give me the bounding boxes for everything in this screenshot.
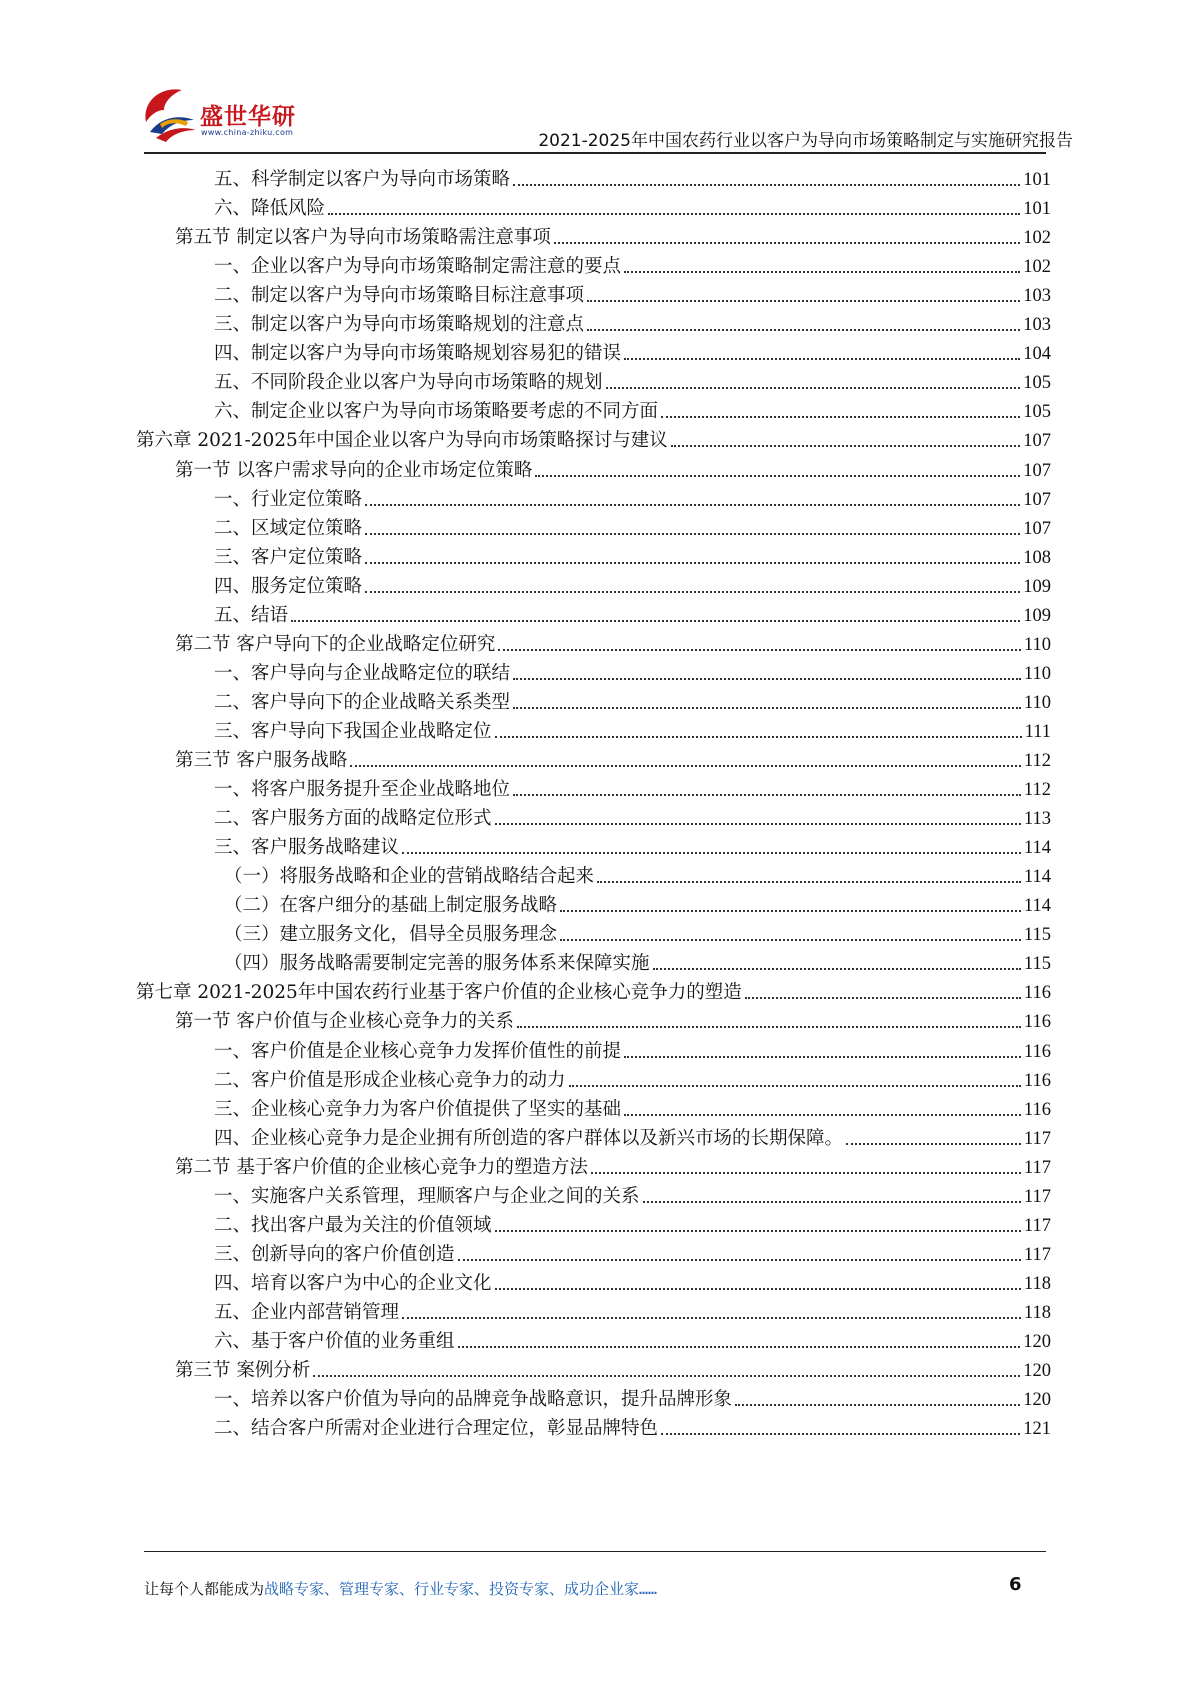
toc-leader-dots (313, 1375, 1020, 1377)
toc-entry[interactable] (214, 800, 1051, 830)
toc-entry-title: （四）服务战略需要制定完善的服务体系来保障实施 (224, 953, 650, 975)
toc-entry-page: 116 (1023, 1070, 1051, 1091)
logo-name: 盛世华研 (200, 104, 296, 130)
toc-leader-dots (365, 533, 1020, 535)
toc-leader-dots (554, 242, 1020, 244)
toc-leader-dots (661, 1433, 1020, 1435)
toc-entry-page: 118 (1023, 1273, 1051, 1294)
toc-entry-page: 120 (1023, 1361, 1051, 1382)
toc-leader-dots (735, 1404, 1020, 1406)
toc-entry-page: 107 (1023, 518, 1051, 539)
toc-entry-page: 107 (1023, 460, 1051, 481)
toc-entry-title: 二、客户导向下的企业战略关系类型 (214, 691, 511, 713)
toc-entry-title: 第七章 2021-2025年中国农药行业基于客户价值的企业核心竞争力的塑造 (136, 982, 742, 1004)
toc-leader-dots (624, 271, 1020, 273)
toc-entry[interactable] (224, 858, 1051, 888)
toc-leader-dots (458, 1346, 1021, 1348)
toc-entry-title: 五、企业内部营销管理 (214, 1301, 400, 1323)
toc-entry-title: 五、不同阶段企业以客户为导向市场策略的规划 (214, 372, 603, 394)
toc-entry-title: 第六章 2021-2025年中国企业以客户为导向市场策略探讨与建议 (136, 430, 668, 452)
toc-entry-title: 四、培育以客户为中心的企业文化 (214, 1272, 492, 1294)
toc-entry-title: 二、找出客户最为关注的价值领域 (214, 1214, 492, 1236)
toc-leader-dots (495, 736, 1022, 738)
toc-entry-title: 二、结合客户所需对企业进行合理定位，彰显品牌特色 (214, 1418, 659, 1440)
toc-entry-title: 五、结语 (214, 604, 289, 626)
toc-entry-title: 三、客户服务战略建议 (214, 837, 400, 859)
toc-entry-title: 四、企业核心竞争力是企业拥有所创造的客户群体以及新兴市场的长期保障。 (214, 1127, 844, 1149)
toc-entry[interactable] (214, 1265, 1051, 1295)
toc-entry-page: 117 (1023, 1186, 1051, 1207)
toc-entry-page: 102 (1023, 228, 1051, 249)
toc-entry-page: 118 (1023, 1302, 1051, 1323)
toc-leader-dots (624, 1056, 1021, 1058)
toc-entry[interactable] (214, 364, 1051, 394)
toc-entry-page: 105 (1023, 402, 1051, 423)
toc-entry-title: 第二节 基于客户价值的企业核心竞争力的塑造方法 (175, 1156, 588, 1178)
toc-leader-dots (350, 765, 1021, 767)
toc-leader-dots (597, 881, 1021, 883)
toc-entry-title: 二、区域定位策略 (214, 517, 363, 539)
toc-leader-dots (458, 1259, 1021, 1261)
toc-leader-dots (365, 562, 1020, 564)
toc-entry-title: 二、制定以客户为导向市场策略目标注意事项 (214, 285, 585, 307)
toc-entry[interactable] (214, 539, 1051, 569)
toc-entry[interactable] (175, 742, 1051, 772)
toc-entry[interactable] (214, 1323, 1051, 1353)
toc-entry-page: 101 (1023, 170, 1051, 190)
toc-leader-dots (513, 184, 1020, 186)
toc-entry-page: 117 (1023, 1244, 1051, 1265)
toc-leader-dots (495, 1230, 1021, 1232)
toc-leader-dots (513, 707, 1021, 709)
toc-leader-dots (365, 591, 1020, 593)
toc-leader-dots (569, 1085, 1021, 1087)
toc-entry[interactable] (214, 655, 1051, 685)
toc-entry-title: 三、客户导向下我国企业战略定位 (214, 720, 492, 742)
toc-entry[interactable] (214, 510, 1051, 540)
toc-entry-page: 116 (1023, 1012, 1051, 1033)
page-header (0, 0, 1191, 160)
toc-leader-dots (535, 475, 1020, 477)
toc-entry[interactable] (214, 481, 1051, 511)
toc-entry-title: （一）将服务战略和企业的营销战略结合起来 (224, 866, 595, 888)
toc-entry-page: 104 (1023, 344, 1051, 365)
toc-entry[interactable] (175, 452, 1051, 482)
toc-entry-title: 一、企业以客户为导向市场策略制定需注意的要点 (214, 256, 622, 278)
toc-leader-dots (587, 329, 1020, 331)
toc-entry-title: 第二节 客户导向下的企业战略定位研究 (175, 633, 496, 655)
toc-entry-page: 103 (1023, 315, 1051, 336)
toc-entry-title: 四、服务定位策略 (214, 575, 363, 597)
toc-entry-page: 109 (1023, 605, 1051, 626)
toc-entry-page: 117 (1023, 1128, 1051, 1149)
page-number: 6 (1009, 1574, 1022, 1595)
toc-leader-dots (402, 1317, 1021, 1319)
toc-entry[interactable] (214, 1381, 1051, 1411)
toc-entry-page: 111 (1024, 721, 1051, 742)
toc-entry-page: 107 (1023, 431, 1051, 452)
toc-entry[interactable] (175, 1003, 1051, 1033)
toc-leader-dots (846, 1143, 1021, 1145)
toc-entry-title: 一、客户价值是企业核心竞争力发挥价值性的前提 (214, 1040, 622, 1062)
toc-entry-title: 三、制定以客户为导向市场策略规划的注意点 (214, 314, 585, 336)
toc-leader-dots (591, 1172, 1021, 1174)
toc-entry[interactable] (214, 1410, 1051, 1440)
toc-entry-page: 121 (1023, 1419, 1051, 1440)
toc-entry[interactable] (224, 916, 1051, 946)
toc-leader-dots (624, 358, 1020, 360)
toc-leader-dots (402, 852, 1021, 854)
toc-leader-dots (328, 213, 1020, 215)
toc-entry-page: 112 (1023, 780, 1051, 801)
toc-entry-title: 六、制定企业以客户为导向市场策略要考虑的不同方面 (214, 401, 659, 423)
logo-url: www.china-zhiku.com (201, 128, 294, 137)
toc-entry[interactable] (214, 1120, 1051, 1150)
toc-entry-title: 三、客户定位策略 (214, 546, 363, 568)
toc-entry-page: 115 (1023, 925, 1051, 946)
toc-entry-page: 103 (1023, 286, 1051, 307)
toc-entry-title: 一、行业定位策略 (214, 488, 363, 510)
toc-leader-dots (653, 968, 1021, 970)
document-title: 2021-2025年中国农药行业以客户为导向市场策略制定与实施研究报告 (538, 131, 1073, 151)
toc-entry[interactable] (214, 1091, 1051, 1121)
toc-entry-page: 116 (1023, 983, 1051, 1004)
toc-entry[interactable] (214, 1178, 1051, 1208)
toc-leader-dots (291, 620, 1020, 622)
toc-leader-dots (495, 823, 1021, 825)
toc-entry[interactable] (214, 1062, 1051, 1092)
toc-entry-title: 第三节 客户服务战略 (175, 750, 348, 771)
toc-entry-title: 三、企业核心竞争力为客户价值提供了坚实的基础 (214, 1098, 622, 1120)
toc-entry-page: 113 (1023, 809, 1051, 830)
toc-entry-page: 116 (1023, 1041, 1051, 1062)
toc-entry-title: 六、基于客户价值的业务重组 (214, 1331, 455, 1352)
toc-entry-page: 117 (1023, 1215, 1051, 1236)
toc-entry-page: 117 (1023, 1157, 1051, 1178)
toc-entry-page: 120 (1023, 1332, 1051, 1352)
toc-entry-page: 110 (1023, 692, 1051, 713)
toc-entry-title: （二）在客户细分的基础上制定服务战略 (224, 895, 558, 917)
toc-entry[interactable] (214, 568, 1051, 598)
toc-entry[interactable] (214, 713, 1051, 743)
toc-entry[interactable] (175, 219, 1051, 249)
toc-entry-title: 一、实施客户关系管理，理顺客户与企业之间的关系 (214, 1185, 640, 1207)
toc-entry[interactable] (214, 1207, 1051, 1237)
toc-entry-page: 116 (1023, 1099, 1051, 1120)
toc-leader-dots (513, 794, 1021, 796)
toc-leader-dots (606, 387, 1021, 389)
toc-entry-title: 二、客户价值是形成企业核心竞争力的动力 (214, 1069, 566, 1091)
toc-entry-title: 二、客户服务方面的战略定位形式 (214, 808, 492, 830)
toc-entry-title: 第三节 案例分析 (175, 1360, 311, 1382)
toc-entry-title: 六、降低风险 (214, 198, 326, 220)
toc-entry[interactable] (214, 1033, 1051, 1063)
toc-leader-dots (513, 678, 1021, 680)
toc-leader-dots (498, 649, 1021, 651)
toc-entry[interactable] (214, 248, 1051, 278)
header-divider (144, 152, 1046, 154)
toc-entry[interactable] (175, 1352, 1051, 1382)
toc-leader-dots (671, 445, 1020, 447)
toc-entry[interactable] (214, 1236, 1051, 1266)
toc-entry-title: 一、将客户服务提升至企业战略地位 (214, 779, 511, 801)
toc-entry[interactable] (224, 887, 1051, 917)
toc-entry[interactable] (214, 190, 1051, 220)
toc-entry-page: 114 (1023, 896, 1051, 917)
toc-entry-page: 120 (1023, 1390, 1051, 1411)
toc-entry-title: （三）建立服务文化，倡导全员服务理念 (224, 924, 558, 946)
toc-leader-dots (624, 1114, 1021, 1116)
toc-leader-dots (365, 504, 1020, 506)
toc-entry-title: 三、创新导向的客户价值创造 (214, 1243, 455, 1265)
toc-entry-page: 110 (1023, 663, 1051, 684)
toc-entry-page: 110 (1023, 634, 1051, 655)
toc-leader-dots (587, 300, 1020, 302)
toc-entry[interactable] (214, 393, 1051, 423)
toc-entry-title: 第一节 以客户需求导向的企业市场定位策略 (175, 459, 533, 481)
toc-entry-page: 112 (1023, 751, 1051, 771)
toc-entry-title: 一、客户导向与企业战略定位的联结 (214, 662, 511, 684)
toc-entry-page: 102 (1023, 257, 1051, 278)
toc-leader-dots (745, 997, 1021, 999)
toc-entry-page: 101 (1023, 199, 1051, 220)
toc-entry[interactable] (136, 974, 1051, 1004)
toc-entry-title: 第五节 制定以客户为导向市场策略需注意事项 (175, 227, 551, 249)
toc-entry-page: 114 (1023, 867, 1051, 888)
toc-leader-dots (560, 910, 1021, 912)
toc-entry[interactable] (175, 626, 1051, 656)
toc-entry-page: 114 (1023, 838, 1051, 859)
toc-entry[interactable] (224, 945, 1051, 975)
toc-entry-page: 109 (1023, 576, 1051, 597)
toc-leader-dots (661, 416, 1020, 418)
toc-entry-page: 115 (1023, 954, 1051, 975)
toc-entry[interactable] (214, 684, 1051, 714)
footer-divider (144, 1551, 1046, 1552)
toc-entry-title: 四、制定以客户为导向市场策略规划容易犯的错误 (214, 343, 622, 365)
toc-leader-dots (495, 1288, 1021, 1290)
toc-entry[interactable] (214, 306, 1051, 336)
toc-entry-page: 105 (1023, 373, 1051, 394)
toc-entry[interactable] (175, 1149, 1051, 1179)
toc-entry-page: 108 (1023, 547, 1051, 568)
toc-entry-page: 107 (1023, 489, 1051, 510)
toc-entry[interactable] (214, 277, 1051, 307)
toc-entry[interactable] (214, 161, 1051, 191)
toc-entry-title: 一、培养以客户价值为导向的品牌竞争战略意识，提升品牌形象 (214, 1389, 733, 1411)
toc-entry-title: 五、科学制定以客户为导向市场策略 (214, 169, 511, 190)
toc-entry[interactable] (214, 1294, 1051, 1324)
toc-leader-dots (560, 939, 1021, 941)
toc-entry[interactable] (214, 771, 1051, 801)
footer-slogan-prefix: 让每个人都能成为 (144, 1580, 265, 1598)
toc-entry[interactable] (214, 335, 1051, 365)
toc-entry[interactable] (136, 422, 1051, 452)
footer-slogan (144, 1578, 657, 1599)
toc-leader-dots (517, 1026, 1021, 1028)
footer-slogan-highlight: 战略专家、管理专家、行业专家、投资专家、成功企业家…… (264, 1580, 658, 1598)
toc-entry-title: 第一节 客户价值与企业核心竞争力的关系 (175, 1011, 514, 1033)
toc-leader-dots (643, 1201, 1021, 1203)
toc-entry[interactable] (214, 597, 1051, 627)
toc-entry[interactable] (214, 829, 1051, 859)
